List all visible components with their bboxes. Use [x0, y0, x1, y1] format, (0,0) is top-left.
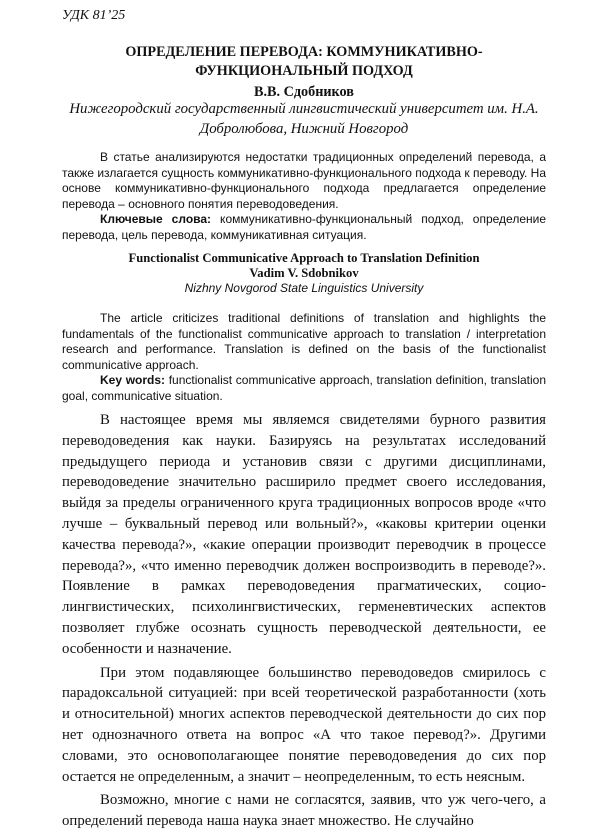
body-paragraph-2: При этом подавляющее большинство переводоведов смирилось с парадоксальной ситуацией: при всей теоретической разработанности (хоть и относительной) многих аспектов переводческой деятельности до сих пор нет однозначного ответа на вопрос «А что такое перевод?». Другими словами, это основополагающее понятие переводоведения до сих пор остается не определенным, а значит – неопределенным, то есть неясным.	[62, 664, 546, 785]
english-affiliation: Nizhny Novgorod State Linguistics University	[184, 281, 424, 295]
keywords-en-label: Key words:	[100, 373, 166, 387]
english-title: Functionalist Communicative Approach to Translation Definition	[128, 251, 480, 265]
abstract-en	[62, 311, 546, 404]
abstract-en-text: The article criticizes traditional definitions of translation and highlights the fundamentals of the functionalist communicative approach to translation / interpretation research and performance. Translation is defined on the basis of the functionalist communicative approach.	[62, 311, 546, 372]
abstract-ru-text: В статье анализируются недостатки традиционных определений перевода, а также излагается сущность коммуникативно-функционального подхода к переводу. На основе коммуникативно-функционального подхода предлагается определение перевода – основного понятия переводоведения.	[62, 150, 546, 211]
keywords-en-list: functionalist communicative approach, translation definition, translation goal, communicative situation.	[62, 373, 546, 403]
keywords-en	[62, 373, 546, 404]
article-title: ОПРЕДЕЛЕНИЕ ПЕРЕВОДА: КОММУНИКАТИВНО-ФУНКЦИОНАЛЬНЫЙ ПОДХОД	[125, 44, 483, 79]
body-text	[62, 410, 546, 835]
keywords-ru	[62, 212, 546, 243]
english-author: Vadim V. Sdobnikov	[249, 266, 359, 280]
keywords-ru-list: коммуникативно-функциональный подход, определение перевода, цель перевода, коммуникативная ситуация.	[62, 212, 546, 242]
author-name: В.В. Сдобников	[254, 84, 354, 100]
author-affiliation: Нижегородский государственный лингвистический университет им. Н.А. Добролюбова, Нижний Новгород	[69, 101, 539, 137]
body-paragraph-1: В настоящее время мы являемся свидетелями бурного развития переводоведения как науки. Базируясь на результатах исследований предыдущего периода и установив связи с другими дисциплинами, переводоведение значительно расширило предмет своего исследования, выйдя за пределы ограниченного круга традиционных вопросов вроде «что лучше – буквальный перевод или вольный?», «каковы критерии оценки качества перевода?», «какие операции производит переводчик в процессе перевода?», «что именно переводчик должен воспроизводить в переводе?». Появление в рамках переводоведения прагматических, социо-лингвистических, психолингвистических, герменевтических аспектов позволяет глубже осознать сущность переводческой деятельности, ее особенности и назначение.	[62, 412, 546, 657]
keywords-ru-label: Ключевые слова:	[100, 212, 212, 226]
abstract-ru	[62, 150, 546, 243]
udk-code: УДК 81’25	[62, 8, 126, 23]
body-paragraph-3: Возможно, многие с нами не согласятся, заявив, что уж чего-чего, а определений перевода наша наука знает множество. Не случайно	[62, 792, 546, 830]
